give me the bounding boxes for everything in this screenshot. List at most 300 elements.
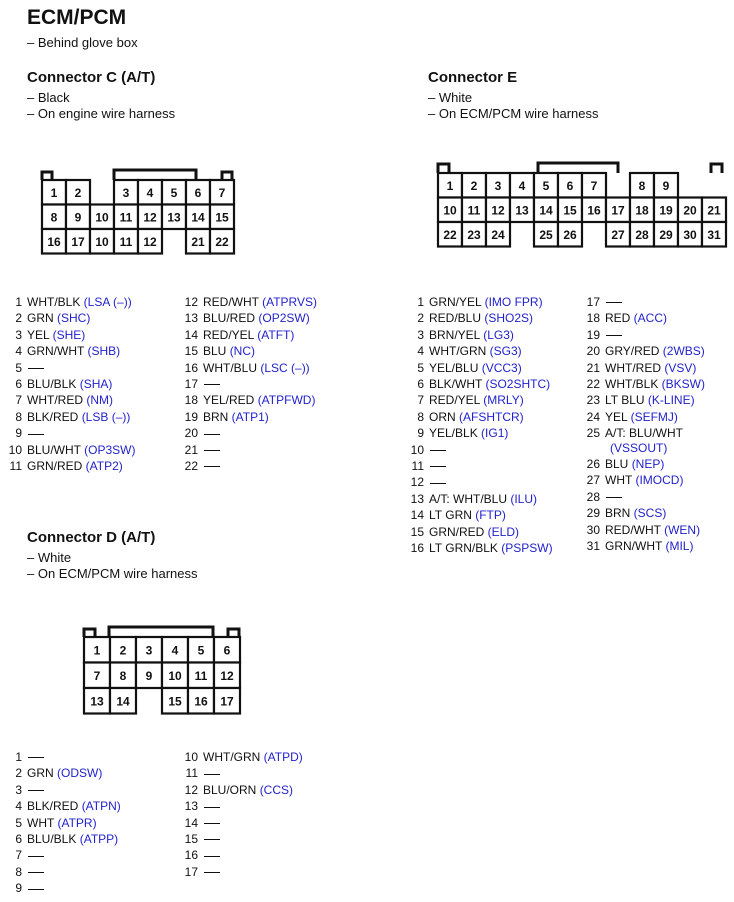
pin-row [0,831,118,847]
wire-color: WHT [27,815,58,830]
signal-name: (LSA (–)) [83,295,132,309]
pin-row [0,327,85,343]
pin-label: 8 [119,668,127,683]
pin-number: 1 [15,295,22,309]
wire-color: WHT/RED [27,393,87,408]
signal-name: (SEFMJ) [630,409,678,424]
pin-number: 8 [15,864,22,879]
pin-row-continuation [610,440,667,456]
pin-label: 16 [587,203,601,218]
unused-pin-dash [204,872,220,873]
signal-name: (WEN) [664,522,701,537]
pin-label: 5 [197,643,205,658]
pin-number: 9 [15,881,22,896]
pin-label: 11 [119,210,133,225]
pin-label: 28 [635,227,649,242]
pin-number: 3 [417,327,424,342]
pin-row [402,360,522,376]
signal-name: (NM) [86,393,113,408]
wire-color: LT GRN/BLK [429,541,502,555]
pin-row [176,294,317,310]
wire-color: LT GRN [429,508,476,523]
wire-color: BLU/BLK [27,832,80,846]
pin-number: 25 [586,426,600,441]
pin-label: 15 [168,694,182,709]
pin-number: 2 [15,311,22,326]
pin-number: 13 [410,491,424,506]
pin-label: 9 [74,210,82,225]
signal-name: (FTP) [475,508,506,523]
pin-row [402,376,550,392]
wire-color: GRN [27,311,57,326]
pin-row [578,472,683,488]
unused-pin-dash [606,335,622,336]
wire-color: BLU/ORN [203,782,260,797]
unused-pin-dash [28,872,44,873]
pin-number: 26 [586,457,600,471]
pin-number: 3 [15,782,22,797]
pin-number: 17 [184,864,198,879]
pin-label: 15 [215,210,229,225]
unused-pin-dash [28,790,44,791]
pin-row [402,327,514,343]
pin-label: 5 [542,178,550,193]
pin-row [176,831,220,847]
pin-row [578,538,693,554]
pin-row [578,327,622,343]
signal-name: (SHC) [57,311,91,326]
pin-number: 29 [586,506,600,521]
pin-number: 9 [15,426,22,441]
signal-name: (MRLY) [483,393,524,408]
pin-label: 13 [167,210,181,225]
pin-row [578,360,696,376]
unused-pin-dash [430,450,446,451]
signal-name: (OP3SW) [84,442,136,457]
pin-number: 16 [184,360,198,375]
wire-color: A/T: WHT/BLU [429,491,511,506]
wire-color: YEL/RED [203,393,258,408]
pin-row [0,442,135,458]
pin-number: 11 [9,459,22,473]
pin-number: 21 [184,442,198,457]
connector-c-note-color: – Black [27,90,70,105]
pin-label: 13 [515,203,529,218]
pin-number: 4 [417,344,424,359]
signal-name: (ELD) [487,524,520,539]
wire-color: RED/WHT [605,522,665,537]
pin-number: 28 [586,489,600,504]
unused-pin-dash [430,483,446,484]
pin-row [578,392,695,408]
signal-name: (ATPD) [263,750,303,764]
pin-row [402,392,524,408]
pin-label: 4 [518,178,526,193]
signal-name: (2WBS) [662,344,705,359]
pin-label: 27 [611,227,625,242]
pin-number: 17 [586,295,600,309]
pin-label: 6 [194,185,202,200]
pin-row [0,376,112,392]
pin-number: 10 [8,442,22,457]
pin-row [578,505,666,521]
pin-row [0,425,44,441]
pin-label: 11 [119,234,133,249]
wire-color: GRN/YEL [429,295,485,309]
signal-name: (LSB (–)) [81,409,131,424]
signal-name: (ATPFWD) [257,393,316,408]
pin-row [176,749,303,765]
signal-name: (ACC) [633,311,667,326]
pin-row [578,294,622,310]
pin-label: 14 [191,210,205,225]
pin-number: 15 [184,832,198,846]
signal-name: (ODSW) [57,766,103,781]
wire-color: BLK/WHT [429,377,486,391]
pin-label: 9 [662,178,670,193]
pin-label: 11 [467,203,481,218]
pin-row [176,360,310,376]
signal-name: (VCC3) [481,360,522,375]
signal-name: (SCS) [633,506,667,521]
pin-row [402,409,524,425]
signal-name: (SHE) [52,327,86,342]
pin-label: 6 [566,178,574,193]
location-note: – Behind glove box [27,35,138,50]
pin-label: 3 [494,178,502,193]
pin-row [402,540,553,556]
unused-pin-dash [606,302,622,303]
pin-row [176,847,220,863]
signal-name: (PSPSW) [501,541,553,555]
pin-label: 10 [95,234,109,249]
pin-number: 15 [184,344,198,359]
wire-color: YEL [605,409,631,424]
pin-row [176,442,220,458]
connector-e-face [438,163,726,247]
pin-number: 19 [184,409,198,424]
pin-number: 9 [417,426,424,441]
wire-color: WHT [605,473,636,488]
pin-label: 14 [539,203,553,218]
pin-number: 21 [586,360,600,375]
pin-row [402,507,506,523]
wire-color: GRN/RED [429,524,488,539]
pin-row [176,458,220,474]
unused-pin-dash [204,434,220,435]
pin-row [176,343,255,359]
pin-row [578,489,622,505]
connector-c-face [42,170,234,254]
signal-name: (IMO FPR) [484,295,543,309]
pin-row [176,310,310,326]
pin-label: 12 [491,203,505,218]
pin-number: 15 [410,524,424,539]
pin-label: 7 [218,185,226,200]
pin-number: 13 [184,311,198,326]
pin-label: 18 [635,203,649,218]
pin-number: 19 [586,327,600,342]
signal-name: (MIL) [665,539,694,553]
wire-color: BLU [203,344,230,359]
pin-label: 4 [171,643,179,658]
signal-name: (ATPRVS) [262,295,318,309]
pin-label: 3 [145,643,153,658]
pin-label: 26 [563,227,577,242]
pin-label: 15 [563,203,577,218]
pin-number: 23 [586,393,600,408]
pin-number: 18 [586,311,600,326]
pin-row [578,343,705,359]
pin-row [0,815,97,831]
pin-row [0,294,132,310]
signal-name: (VSSOUT) [610,440,668,455]
pin-row [402,343,522,359]
wire-color: A/T: BLU/WHT [605,426,684,441]
wire-color: YEL/BLK [429,426,482,441]
pin-row [578,522,700,538]
pin-row [0,765,102,781]
pin-row [0,310,90,326]
pin-label: 8 [638,178,646,193]
pin-label: 10 [443,203,457,218]
unused-pin-dash [204,450,220,451]
pin-number: 16 [410,541,424,555]
pin-row [0,360,44,376]
pin-label: 13 [90,694,104,709]
signal-name: (SHB) [87,344,121,359]
wire-color: BLK/RED [27,799,82,814]
pin-label: 10 [168,668,182,683]
signal-name: (ATPR) [57,815,97,830]
unused-pin-dash [204,839,220,840]
pin-number: 20 [586,344,600,359]
wire-color: WHT/BLK [27,295,84,309]
connector-e-title: Connector E [428,69,518,86]
pin-label: 5 [170,185,178,200]
pin-label: 2 [74,185,82,200]
pin-row [0,864,44,880]
pin-row [176,327,294,343]
signal-name: (SHO2S) [484,311,534,326]
pin-label: 10 [95,210,109,225]
wire-color: RED/YEL [429,393,484,408]
wire-color: GRN/RED [27,459,86,473]
unused-pin-dash [204,466,220,467]
pin-number: 6 [15,377,22,391]
connector-c-housing [42,170,232,180]
pin-label: 22 [443,227,457,242]
signal-name: (VSV) [664,360,697,375]
pin-label: 8 [50,210,58,225]
wire-color: RED [605,311,634,326]
signal-name: (K-LINE) [647,393,695,408]
pin-row [0,343,120,359]
pin-row [402,491,537,507]
wire-color: BLU/RED [203,311,259,326]
pin-number: 1 [15,750,22,764]
pin-row [176,409,269,425]
pin-number: 31 [586,539,600,553]
signal-name: (SG3) [489,344,522,359]
pin-number: 8 [417,409,424,424]
wire-color: LT BLU [605,393,648,408]
pin-number: 8 [15,409,22,424]
unused-pin-dash [28,434,44,435]
connector-c-title: Connector C (A/T) [27,69,156,86]
page-title: ECM/PCM [27,6,127,29]
pin-label: 21 [707,203,721,218]
wire-color: GRN/WHT [27,344,88,359]
connector-e-housing [438,163,722,173]
pin-number: 2 [15,766,22,781]
pin-number: 13 [184,799,198,814]
pin-row [176,392,315,408]
signal-name: (OP2SW) [258,311,310,326]
pin-number: 7 [15,393,22,408]
signal-name: (LSC (–)) [260,360,310,375]
unused-pin-dash [430,466,446,467]
pin-label: 20 [683,203,697,218]
pin-row [0,782,44,798]
pin-number: 4 [15,799,22,814]
pin-number: 24 [586,409,600,424]
pin-label: 11 [194,668,208,683]
connector-d-note-harness: – On ECM/PCM wire harness [27,566,198,581]
unused-pin-dash [28,368,44,369]
pin-number: 10 [410,442,424,457]
pin-label: 3 [122,185,130,200]
pin-label: 14 [116,694,130,709]
wire-color: BRN [605,506,634,521]
pin-row [402,294,543,310]
pin-label: 30 [683,227,697,242]
pin-row [402,524,519,540]
pin-number: 27 [586,473,600,488]
pin-label: 17 [220,694,234,709]
unused-pin-dash [204,384,220,385]
pin-row [0,409,130,425]
wire-color: BLK/RED [27,409,82,424]
signal-name: (ATPN) [81,799,121,814]
pin-label: 31 [707,227,721,242]
pin-row [578,456,664,472]
pin-number: 7 [417,393,424,408]
wire-color: WHT/GRN [203,750,264,764]
pin-label: 9 [145,668,153,683]
wire-color: WHT/GRN [429,344,490,359]
pin-row [578,376,705,392]
pin-label: 23 [467,227,481,242]
pin-label: 29 [659,227,673,242]
pin-row [176,782,293,798]
pin-row [176,798,220,814]
pin-row [176,765,220,781]
wire-color: BRN/YEL [429,327,484,342]
pin-label: 12 [220,668,234,683]
pin-number: 4 [15,344,22,359]
pin-row [402,310,533,326]
pin-row [176,815,220,831]
pin-number: 12 [184,295,198,309]
pin-label: 25 [539,227,553,242]
pin-number: 11 [185,766,198,781]
wire-color: BLU [605,457,632,471]
unused-pin-dash [28,856,44,857]
pin-label: 22 [215,234,229,249]
pin-label: 1 [93,643,101,658]
signal-name: (CCS) [259,782,294,797]
pin-label: 17 [611,203,625,218]
unused-pin-dash [204,856,220,857]
connector-d-note-color: – White [27,550,72,565]
signal-name: (ILU) [510,491,538,506]
signal-name: (AFSHTCR) [459,409,524,424]
signal-name: (NC) [229,344,256,359]
pin-row [176,425,220,441]
pin-row [0,749,44,765]
pin-label: 12 [143,210,157,225]
wire-color: RED/YEL [203,327,258,342]
pin-row [176,864,220,880]
signal-name: (IMOCD) [635,473,684,488]
pin-number: 5 [15,360,22,375]
pin-number: 14 [184,327,198,342]
connector-d-face [84,627,240,714]
pin-number: 10 [184,750,198,764]
pin-label: 6 [223,643,231,658]
pin-number: 11 [411,459,424,473]
signal-name: (IG1) [481,426,509,441]
pin-label: 12 [143,234,157,249]
connector-e-note-harness: – On ECM/PCM wire harness [428,106,599,121]
pin-number: 16 [184,848,198,863]
signal-name: (ATPP) [79,832,119,846]
connector-c-note-harness: – On engine wire harness [27,106,176,121]
connector-e-note-color: – White [428,90,473,105]
pin-row [402,442,446,458]
pin-number: 12 [184,782,198,797]
unused-pin-dash [28,757,44,758]
pin-label: 7 [93,668,101,683]
pin-number: 5 [15,815,22,830]
connector-d-title: Connector D (A/T) [27,529,156,546]
pin-row [0,458,123,474]
wire-color: RED/WHT [203,295,263,309]
pin-row [0,880,44,896]
unused-pin-dash [204,823,220,824]
pin-label: 16 [47,234,61,249]
signal-name: (BKSW) [661,377,706,391]
pin-number: 17 [184,377,198,391]
pin-row [0,392,113,408]
pin-number: 6 [417,377,424,391]
wire-color: WHT/BLK [605,377,662,391]
unused-pin-dash [204,774,220,775]
wire-color: WHT/BLU [203,360,261,375]
wire-color: BLU/BLK [27,377,80,391]
wire-color: GRY/RED [605,344,663,359]
signal-name: (LG3) [483,327,514,342]
pin-number: 30 [586,522,600,537]
wire-color: GRN/WHT [605,539,666,553]
pin-row [578,310,667,326]
pin-row [176,376,220,392]
pin-label: 2 [119,643,127,658]
pin-row [578,409,678,425]
pin-row [402,474,446,490]
pin-number: 7 [15,848,22,863]
